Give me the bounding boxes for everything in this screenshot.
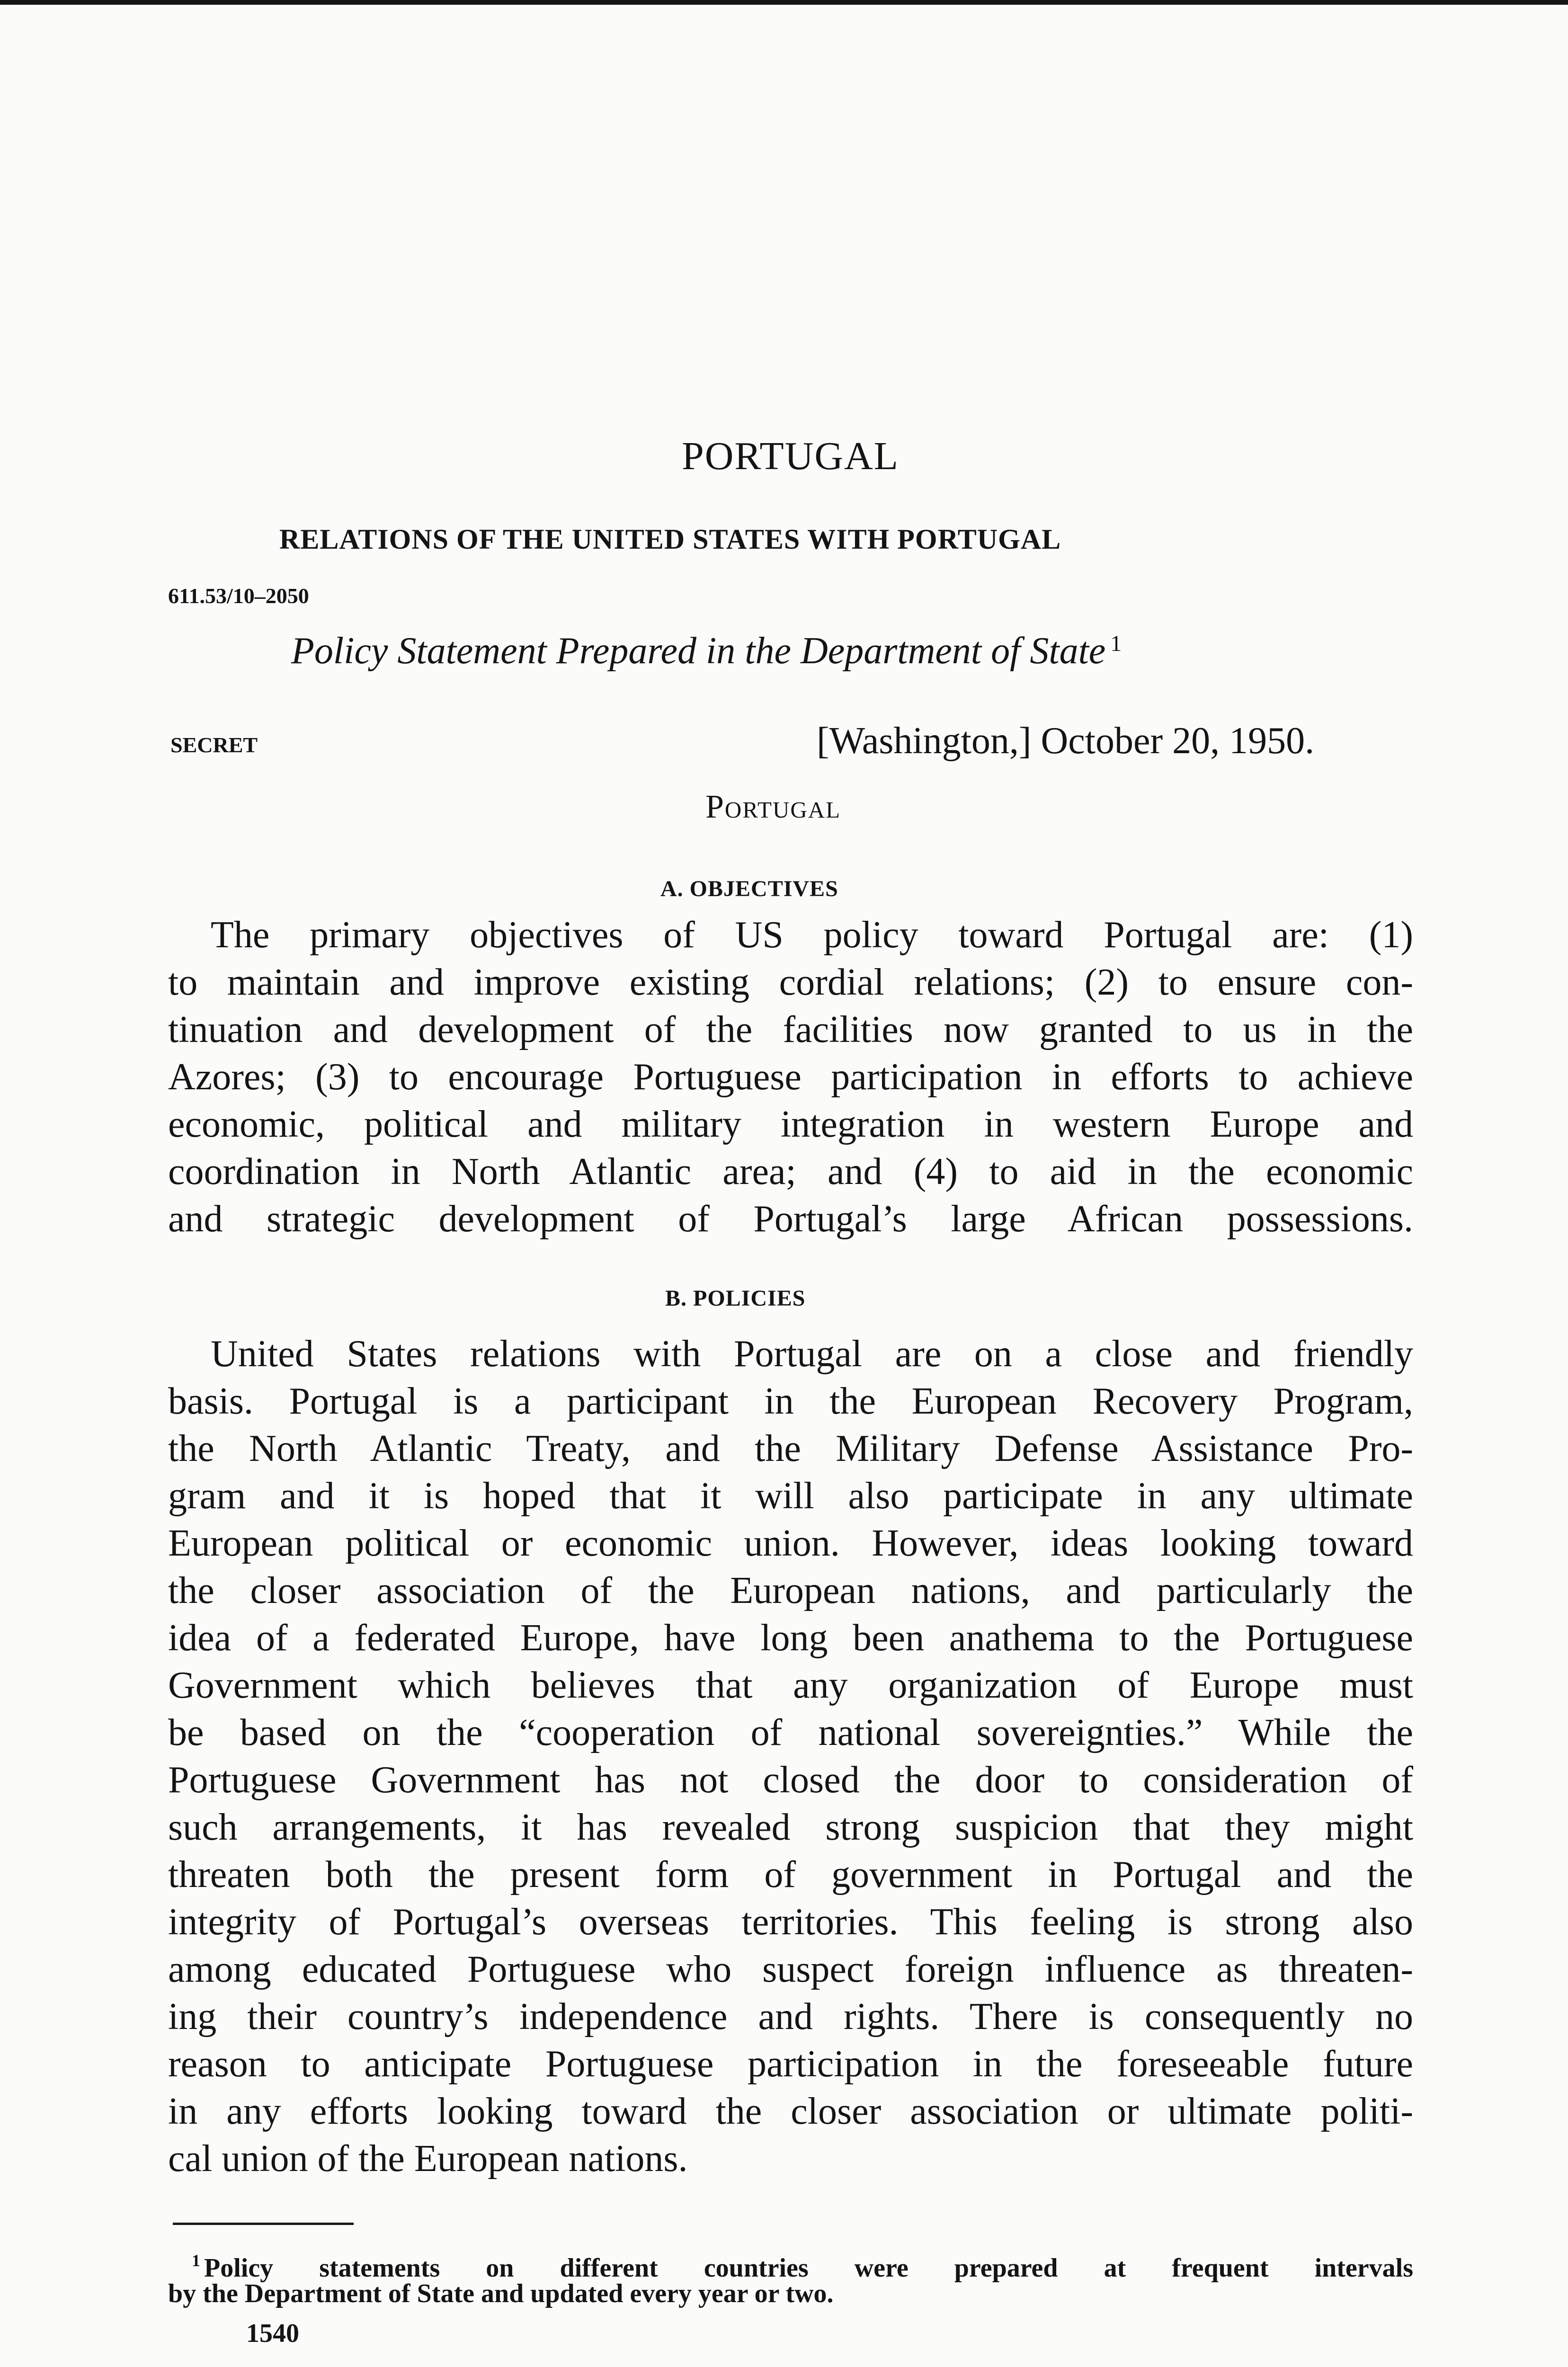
policies-line: threaten both the present form of government in Portugal and the [168,1854,1413,1895]
policies-line: the closer association of the European nations, and particularly the [168,1570,1413,1611]
objectives-heading: A. OBJECTIVES [660,876,838,901]
objectives-line: tinuation and development of the facilities now granted to us in the [168,1009,1413,1050]
policies-heading: B. POLICIES [665,1286,806,1311]
policies-line: be based on the “cooperation of national sovereignties.” While the [168,1712,1413,1753]
policies-line: Portuguese Government has not closed the door to consideration of [168,1759,1413,1801]
document-subject: Portugal [705,789,841,825]
scan-top-edge [0,0,1568,5]
objectives-line: The primary objectives of US policy toward Portugal are: (1) [211,914,1413,956]
policies-line: basis. Portugal is a participant in the European Recovery Program, [168,1380,1413,1422]
objectives-line: coordination in North Atlantic area; and (4) to aid in the economic [168,1151,1413,1192]
policies-line: among educated Portuguese who suspect foreign influence as threaten- [168,1949,1413,1990]
footnote-marker: 1 [192,2251,200,2270]
document-heading [291,630,1122,673]
policies-line: in any efforts looking toward the closer association or ultimate politi- [168,2091,1413,2132]
document-title: Policy Statement Prepared in the Department of State [291,630,1106,672]
objectives-line: Azores; (3) to encourage Portuguese participation in efforts to achieve [168,1056,1413,1098]
objectives-line: to maintain and improve existing cordial relations; (2) to ensure con- [168,961,1413,1003]
policies-line: gram and it is hoped that it will also participate in any ultimate [168,1475,1413,1517]
policies-line: reason to anticipate Portuguese participation in the foreseeable future [168,2043,1413,2085]
classification-label: SECRET [170,733,258,757]
policies-line: the North Atlantic Treaty, and the Military Defense Assistance Pro- [168,1428,1413,1469]
policies-line: Government which believes that any organization of Europe must [168,1664,1413,1706]
policies-line: such arrangements, it has revealed strong suspicion that they might [168,1806,1413,1848]
policies-line: cal union of the European nations. [168,2138,688,2180]
footnote-divider [173,2223,354,2225]
policies-line: United States relations with Portugal are on a close and friendly [211,1333,1413,1375]
objectives-line: and strategic development of Portugal’s large African possessions. [168,1198,1413,1240]
footnote-text: Policy statements on different countries were prepared at frequent intervals [204,2253,1413,2283]
file-number: 611.53/10–2050 [168,584,309,608]
policies-line: ing their country’s independence and rights. There is consequently no [168,1996,1413,2038]
policies-line: idea of a federated Europe, have long been anathema to the Portuguese [168,1617,1413,1659]
policies-line: European political or economic union. However, ideas looking toward [168,1522,1413,1564]
objectives-line: economic, political and military integration in western Europe and [168,1103,1413,1145]
footnote-reference: 1 [1110,631,1122,656]
page-number: 1540 [246,2319,299,2348]
section-title: RELATIONS OF THE UNITED STATES WITH PORTUGAL [279,524,1061,555]
dateline: [Washington,] October 20, 1950. [817,720,1315,762]
policies-line: integrity of Portugal’s overseas territories. This feeling is strong also [168,1901,1413,1943]
footnote-line: by the Department of State and updated every year or two. [168,2279,834,2308]
chapter-title: PORTUGAL [682,434,899,478]
